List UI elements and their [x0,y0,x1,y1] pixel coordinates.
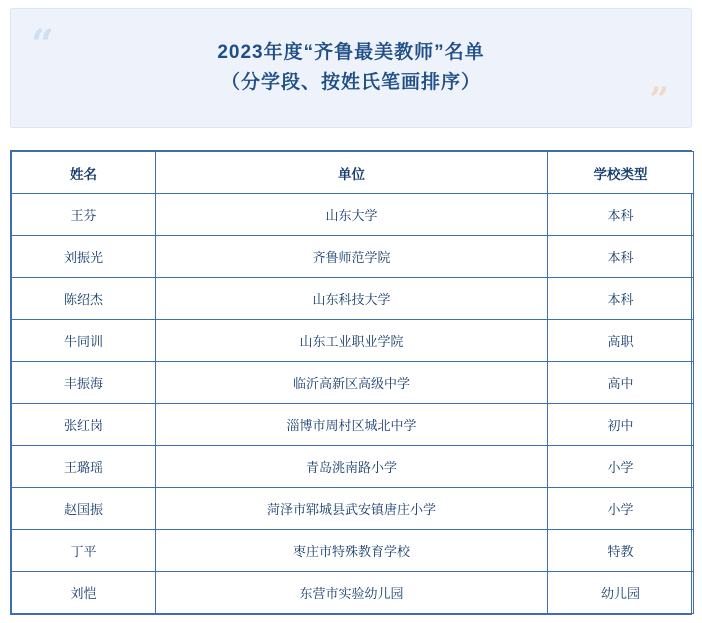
cell-name: 张红岗 [12,404,156,446]
cell-name: 王芬 [12,194,156,236]
cell-unit: 淄博市周村区城北中学 [156,404,548,446]
cell-type: 高中 [548,362,694,404]
cell-type: 小学 [548,446,694,488]
table-row [12,320,694,362]
table-body [12,194,694,614]
cell-type: 幼儿园 [548,572,694,614]
cell-type: 本科 [548,236,694,278]
roster-table [11,151,694,614]
cell-name: 赵国振 [12,488,156,530]
page-title-line2: （分学段、按姓氏笔画排序） [220,72,481,93]
table-row [12,194,694,236]
table-row [12,278,694,320]
column-header-type: 学校类型 [548,152,694,194]
cell-unit: 齐鲁师范学院 [156,236,548,278]
table-row [12,488,694,530]
quote-close-icon: ” [649,80,669,120]
cell-type: 初中 [548,404,694,446]
page-root [0,8,702,623]
cell-unit: 临沂高新区高级中学 [156,362,548,404]
table-header-row [12,152,694,194]
cell-unit: 枣庄市特殊教育学校 [156,530,548,572]
cell-name: 刘恺 [12,572,156,614]
cell-name: 丰振海 [12,362,156,404]
cell-name: 丁平 [12,530,156,572]
cell-type: 小学 [548,488,694,530]
cell-name: 刘振光 [12,236,156,278]
table-row [12,446,694,488]
cell-unit: 东营市实验幼儿园 [156,572,548,614]
header-banner [10,8,692,128]
table-row [12,530,694,572]
table-row [12,404,694,446]
cell-unit: 菏泽市郓城县武安镇唐庄小学 [156,488,548,530]
cell-unit: 山东科技大学 [156,278,548,320]
roster-table-wrapper [10,150,692,615]
cell-type: 本科 [548,194,694,236]
cell-unit: 青岛洮南路小学 [156,446,548,488]
table-row [12,362,694,404]
cell-unit: 山东大学 [156,194,548,236]
quote-open-icon: “ [31,21,55,68]
cell-type: 高职 [548,320,694,362]
cell-type: 本科 [548,278,694,320]
table-row [12,236,694,278]
table-row [12,572,694,614]
cell-name: 陈绍杰 [12,278,156,320]
table-head [12,152,694,194]
cell-name: 牛同训 [12,320,156,362]
cell-unit: 山东工业职业学院 [156,320,548,362]
column-header-name: 姓名 [12,152,156,194]
cell-type: 特教 [548,530,694,572]
cell-name: 王璐瑶 [12,446,156,488]
column-header-unit: 单位 [156,152,548,194]
page-title-line1: 2023年度“齐鲁最美教师”名单 [217,42,485,63]
